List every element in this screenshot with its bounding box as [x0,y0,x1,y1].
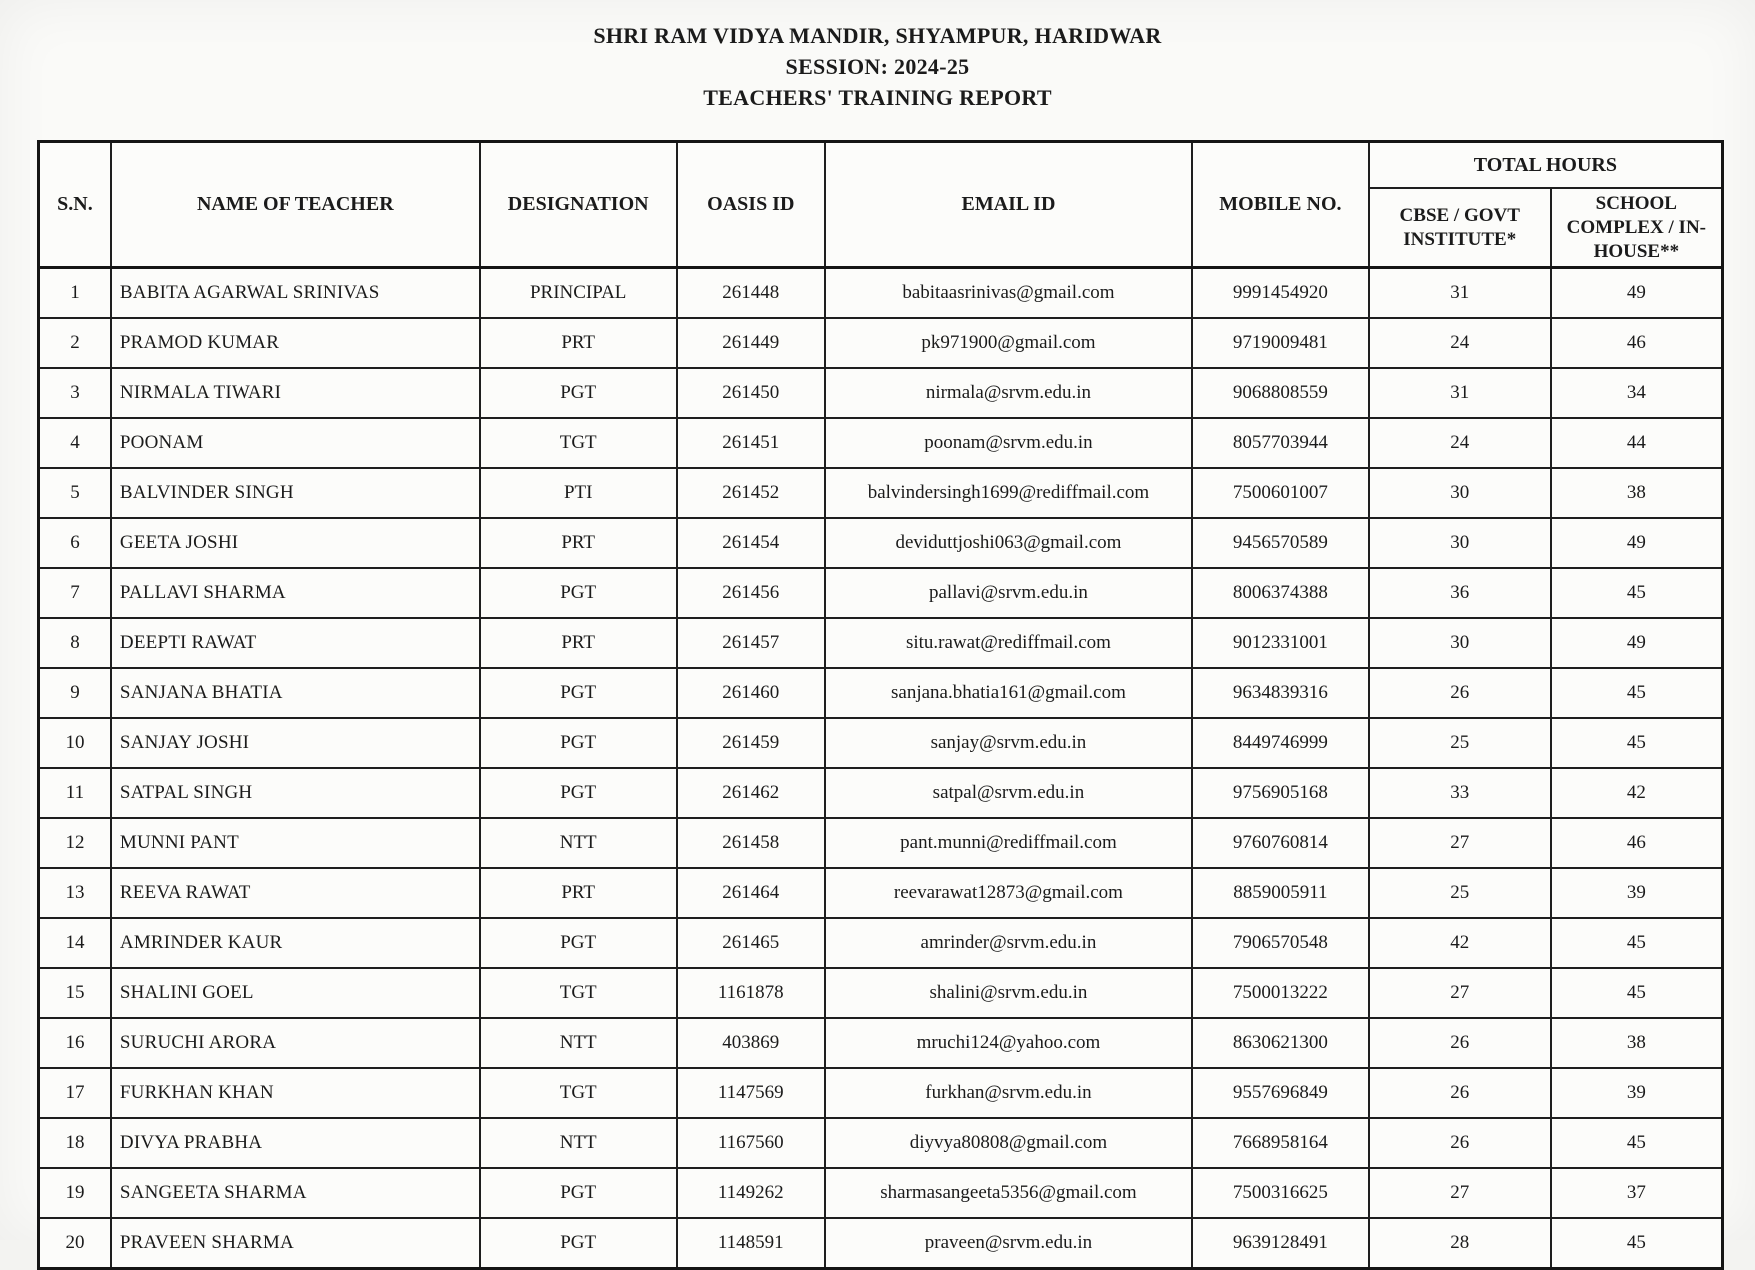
table-row [39,568,1723,618]
name-cell: REEVA RAWAT [111,868,480,918]
mobile-cell: 9634839316 [1192,668,1369,718]
cbse-govt-hours-cell: 30 [1369,518,1551,568]
cbse-govt-hours-cell: 28 [1369,1218,1551,1269]
oasis-id-cell: 403869 [677,1018,825,1068]
designation-cell: NTT [480,1018,677,1068]
column-header-sn: S.N. [39,142,111,268]
mobile-cell: 7500316625 [1192,1168,1369,1218]
oasis-id-cell: 261465 [677,918,825,968]
table-row [39,1168,1723,1218]
email-cell: sanjay@srvm.edu.in [825,718,1192,768]
oasis-id-cell: 261457 [677,618,825,668]
email-cell: situ.rawat@rediffmail.com [825,618,1192,668]
report-title: TEACHERS' TRAINING REPORT [703,85,1052,110]
mobile-cell: 9756905168 [1192,768,1369,818]
table-row [39,818,1723,868]
name-cell: DIVYA PRABHA [111,1118,480,1168]
designation-cell: PGT [480,668,677,718]
designation-cell: PRT [480,518,677,568]
email-cell: poonam@srvm.edu.in [825,418,1192,468]
name-cell: BABITA AGARWAL SRINIVAS [111,268,480,319]
school-complex-hours-cell: 46 [1551,818,1723,868]
column-header-total-hours: TOTAL HOURS [1369,142,1723,189]
designation-cell: TGT [480,418,677,468]
session-title: SESSION: 2024-25 [785,54,970,79]
sn-cell: 2 [39,318,111,368]
column-header-school-complex: SCHOOL COMPLEX / IN-HOUSE** [1551,188,1723,268]
table-header [39,142,1723,268]
school-complex-hours-cell: 45 [1551,718,1723,768]
sn-cell: 6 [39,518,111,568]
designation-cell: TGT [480,968,677,1018]
sn-cell: 11 [39,768,111,818]
table-body [39,268,1723,1269]
oasis-id-cell: 261454 [677,518,825,568]
table-row [39,668,1723,718]
email-cell: pallavi@srvm.edu.in [825,568,1192,618]
name-cell: SHALINI GOEL [111,968,480,1018]
table-row [39,1218,1723,1269]
cbse-govt-hours-cell: 26 [1369,1018,1551,1068]
cbse-govt-hours-cell: 24 [1369,418,1551,468]
oasis-id-cell: 261459 [677,718,825,768]
designation-cell: PRT [480,318,677,368]
designation-cell: PRT [480,618,677,668]
designation-cell: PGT [480,718,677,768]
sn-cell: 19 [39,1168,111,1218]
school-complex-hours-cell: 46 [1551,318,1723,368]
name-cell: AMRINDER KAUR [111,918,480,968]
column-header-name: NAME OF TEACHER [111,142,480,268]
name-cell: DEEPTI RAWAT [111,618,480,668]
designation-cell: PGT [480,768,677,818]
cbse-govt-hours-cell: 27 [1369,968,1551,1018]
name-cell: PRAMOD KUMAR [111,318,480,368]
name-cell: PRAVEEN SHARMA [111,1218,480,1269]
school-complex-hours-cell: 44 [1551,418,1723,468]
oasis-id-cell: 261450 [677,368,825,418]
oasis-id-cell: 261452 [677,468,825,518]
mobile-cell: 9456570589 [1192,518,1369,568]
designation-cell: TGT [480,1068,677,1118]
email-cell: shalini@srvm.edu.in [825,968,1192,1018]
name-cell: BALVINDER SINGH [111,468,480,518]
school-name-title: SHRI RAM VIDYA MANDIR, SHYAMPUR, HARIDWAR [593,23,1162,48]
mobile-cell: 7500013222 [1192,968,1369,1018]
column-header-email: EMAIL ID [825,142,1192,268]
sn-cell: 9 [39,668,111,718]
email-cell: balvindersingh1699@rediffmail.com [825,468,1192,518]
cbse-govt-hours-cell: 30 [1369,468,1551,518]
school-complex-hours-cell: 42 [1551,768,1723,818]
sn-cell: 16 [39,1018,111,1068]
column-header-mobile: MOBILE NO. [1192,142,1369,268]
oasis-id-cell: 261449 [677,318,825,368]
oasis-id-cell: 1167560 [677,1118,825,1168]
mobile-cell: 7906570548 [1192,918,1369,968]
sn-cell: 15 [39,968,111,1018]
school-complex-hours-cell: 39 [1551,1068,1723,1118]
sn-cell: 14 [39,918,111,968]
name-cell: NIRMALA TIWARI [111,368,480,418]
designation-cell: PGT [480,1218,677,1269]
school-complex-hours-cell: 45 [1551,968,1723,1018]
sn-cell: 18 [39,1118,111,1168]
table-row [39,418,1723,468]
school-complex-hours-cell: 34 [1551,368,1723,418]
sn-cell: 20 [39,1218,111,1269]
name-cell: GEETA JOSHI [111,518,480,568]
cbse-govt-hours-cell: 27 [1369,1168,1551,1218]
sn-cell: 10 [39,718,111,768]
email-cell: satpal@srvm.edu.in [825,768,1192,818]
school-complex-hours-cell: 49 [1551,518,1723,568]
cbse-govt-hours-cell: 26 [1369,1118,1551,1168]
email-cell: mruchi124@yahoo.com [825,1018,1192,1068]
sn-cell: 4 [39,418,111,468]
table-row [39,368,1723,418]
header-row-top [39,142,1723,189]
school-complex-hours-cell: 45 [1551,918,1723,968]
table-row [39,318,1723,368]
column-header-designation: DESIGNATION [480,142,677,268]
cbse-govt-hours-cell: 27 [1369,818,1551,868]
oasis-id-cell: 261448 [677,268,825,319]
oasis-id-cell: 1148591 [677,1218,825,1269]
oasis-id-cell: 261460 [677,668,825,718]
oasis-id-cell: 1149262 [677,1168,825,1218]
name-cell: PALLAVI SHARMA [111,568,480,618]
cbse-govt-hours-cell: 31 [1369,268,1551,319]
mobile-cell: 8449746999 [1192,718,1369,768]
table-row [39,618,1723,668]
name-cell: MUNNI PANT [111,818,480,868]
mobile-cell: 8057703944 [1192,418,1369,468]
email-cell: furkhan@srvm.edu.in [825,1068,1192,1118]
column-header-cbse-govt: CBSE / GOVT INSTITUTE* [1369,188,1551,268]
sn-cell: 7 [39,568,111,618]
designation-cell: PRT [480,868,677,918]
table-row [39,1018,1723,1068]
school-complex-hours-cell: 45 [1551,668,1723,718]
school-complex-hours-cell: 49 [1551,268,1723,319]
cbse-govt-hours-cell: 26 [1369,668,1551,718]
teachers-training-table [37,140,1724,1270]
email-cell: sharmasangeeta5356@gmail.com [825,1168,1192,1218]
table-row [39,1118,1723,1168]
school-complex-hours-cell: 49 [1551,618,1723,668]
email-cell: sanjana.bhatia161@gmail.com [825,668,1192,718]
cbse-govt-hours-cell: 31 [1369,368,1551,418]
school-complex-hours-cell: 45 [1551,1118,1723,1168]
name-cell: SANJANA BHATIA [111,668,480,718]
email-cell: babitaasrinivas@gmail.com [825,268,1192,319]
sn-cell: 17 [39,1068,111,1118]
mobile-cell: 7668958164 [1192,1118,1369,1168]
school-complex-hours-cell: 45 [1551,1218,1723,1269]
table-row [39,518,1723,568]
mobile-cell: 8630621300 [1192,1018,1369,1068]
sn-cell: 12 [39,818,111,868]
email-cell: praveen@srvm.edu.in [825,1218,1192,1269]
cbse-govt-hours-cell: 26 [1369,1068,1551,1118]
school-complex-hours-cell: 45 [1551,568,1723,618]
mobile-cell: 9639128491 [1192,1218,1369,1269]
email-cell: pk971900@gmail.com [825,318,1192,368]
designation-cell: PTI [480,468,677,518]
table-row [39,1068,1723,1118]
school-complex-hours-cell: 38 [1551,468,1723,518]
name-cell: SATPAL SINGH [111,768,480,818]
cbse-govt-hours-cell: 33 [1369,768,1551,818]
designation-cell: PRINCIPAL [480,268,677,319]
cbse-govt-hours-cell: 25 [1369,868,1551,918]
name-cell: FURKHAN KHAN [111,1068,480,1118]
designation-cell: NTT [480,818,677,868]
document-title-block [0,20,1755,113]
designation-cell: PGT [480,368,677,418]
table-row [39,718,1723,768]
email-cell: deviduttjoshi063@gmail.com [825,518,1192,568]
sn-cell: 5 [39,468,111,518]
mobile-cell: 7500601007 [1192,468,1369,518]
oasis-id-cell: 261462 [677,768,825,818]
oasis-id-cell: 1147569 [677,1068,825,1118]
mobile-cell: 8859005911 [1192,868,1369,918]
table-row [39,968,1723,1018]
mobile-cell: 9991454920 [1192,268,1369,319]
mobile-cell: 9557696849 [1192,1068,1369,1118]
email-cell: pant.munni@rediffmail.com [825,818,1192,868]
cbse-govt-hours-cell: 36 [1369,568,1551,618]
table-row [39,268,1723,319]
email-cell: diyvya80808@gmail.com [825,1118,1192,1168]
email-cell: amrinder@srvm.edu.in [825,918,1192,968]
column-header-oasis-id: OASIS ID [677,142,825,268]
sn-cell: 3 [39,368,111,418]
name-cell: SANJAY JOSHI [111,718,480,768]
oasis-id-cell: 261464 [677,868,825,918]
oasis-id-cell: 261451 [677,418,825,468]
email-cell: nirmala@srvm.edu.in [825,368,1192,418]
mobile-cell: 8006374388 [1192,568,1369,618]
cbse-govt-hours-cell: 30 [1369,618,1551,668]
table-row [39,468,1723,518]
mobile-cell: 9068808559 [1192,368,1369,418]
oasis-id-cell: 261456 [677,568,825,618]
sn-cell: 1 [39,268,111,319]
oasis-id-cell: 1161878 [677,968,825,1018]
table-row [39,868,1723,918]
name-cell: SANGEETA SHARMA [111,1168,480,1218]
name-cell: SURUCHI ARORA [111,1018,480,1068]
table-row [39,768,1723,818]
oasis-id-cell: 261458 [677,818,825,868]
designation-cell: PGT [480,918,677,968]
cbse-govt-hours-cell: 24 [1369,318,1551,368]
sn-cell: 13 [39,868,111,918]
mobile-cell: 9719009481 [1192,318,1369,368]
school-complex-hours-cell: 37 [1551,1168,1723,1218]
designation-cell: PGT [480,568,677,618]
sn-cell: 8 [39,618,111,668]
mobile-cell: 9012331001 [1192,618,1369,668]
school-complex-hours-cell: 39 [1551,868,1723,918]
email-cell: reevarawat12873@gmail.com [825,868,1192,918]
mobile-cell: 9760760814 [1192,818,1369,868]
cbse-govt-hours-cell: 25 [1369,718,1551,768]
name-cell: POONAM [111,418,480,468]
cbse-govt-hours-cell: 42 [1369,918,1551,968]
designation-cell: PGT [480,1168,677,1218]
table-row [39,918,1723,968]
designation-cell: NTT [480,1118,677,1168]
school-complex-hours-cell: 38 [1551,1018,1723,1068]
